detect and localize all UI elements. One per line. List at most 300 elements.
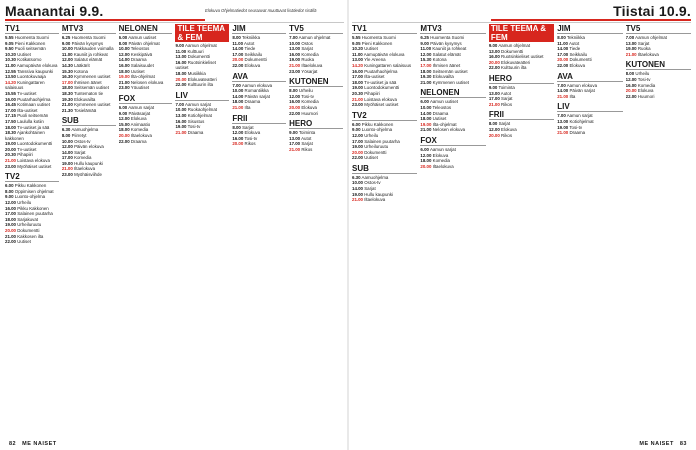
- editorial-note: Elokuva Ohjelmatiedot seuraavat muuttuvat lisätiedot sisällä: [205, 8, 317, 13]
- program-time: 11.00: [557, 40, 568, 46]
- channel-title: LIV: [175, 91, 229, 101]
- channel-title: JIM: [232, 24, 286, 34]
- program-name: Salatut elämät: [432, 51, 461, 57]
- program-time: 17.00: [352, 138, 363, 144]
- program-name: Tv-uutiset: [17, 90, 37, 96]
- program-time: 9.00: [352, 127, 361, 133]
- program-name: Musiikkia: [187, 70, 206, 76]
- program-time: 10.00: [420, 104, 432, 110]
- program-listing: [119, 139, 173, 145]
- program-name: Elokuva: [569, 62, 586, 68]
- program-time: 13.00: [175, 112, 187, 118]
- program-name: Kulttuurin ilta: [187, 82, 214, 88]
- program-time: 17.50: [5, 118, 16, 124]
- program-name: Ajankohtainen kakkonen: [5, 130, 45, 141]
- page-number: 83: [679, 441, 687, 447]
- program-time: 20.00: [5, 146, 16, 152]
- program-name: Kulttuuri: [187, 48, 204, 54]
- program-time: 22.00: [352, 155, 363, 161]
- program-name: Seikkailu: [569, 51, 588, 57]
- program-time: 16.00: [625, 82, 637, 88]
- program-time: 21.00: [557, 130, 569, 136]
- program-time: 17.00: [5, 211, 16, 217]
- program-time: 21.00: [488, 101, 500, 107]
- program-name: Iltaelokuva: [432, 163, 454, 169]
- program-time: 8.00: [61, 132, 71, 138]
- program-listing: [62, 108, 116, 114]
- program-time: 19.30: [420, 74, 432, 80]
- program-listing: [232, 63, 286, 69]
- schedule-column: [119, 24, 173, 434]
- program-time: 20.00: [352, 149, 363, 155]
- program-time: 21.00: [289, 62, 301, 68]
- program-name: Seikkailu: [244, 51, 263, 57]
- left-page-header: [5, 0, 344, 23]
- program-time: 8.00: [232, 35, 241, 40]
- program-name: Salainen puutarha: [364, 138, 400, 144]
- program-name: Nelosen elokuva: [130, 79, 164, 85]
- program-name: Iltaelokuva: [130, 132, 152, 138]
- program-name: Päivän kysymys: [71, 40, 104, 46]
- program-time: 18.00: [352, 79, 363, 85]
- program-name: Kauniit ja rohkeat: [73, 51, 108, 57]
- program-name: Sarjat: [74, 149, 86, 155]
- program-name: Pihapiiri: [364, 90, 380, 96]
- program-time: 9.00: [118, 110, 128, 116]
- channel-title: FRII: [232, 114, 286, 124]
- program-time: 10.00: [61, 138, 73, 144]
- program-name: Kotona: [74, 68, 88, 74]
- program-name: Puoli seitsemän: [17, 113, 49, 119]
- channel-title: NELONEN: [420, 88, 485, 98]
- program-time: 13.00: [557, 118, 569, 124]
- right-page-footer: [639, 441, 691, 447]
- program-name: Toiminta: [498, 84, 515, 90]
- program-time: 22.00: [488, 65, 500, 71]
- program-name: Uutiset: [364, 46, 378, 52]
- schedule-column: [352, 24, 417, 434]
- program-listing: [175, 82, 229, 88]
- program-name: Huomenta Suomi: [71, 35, 106, 40]
- program-time: 8.00: [488, 121, 498, 127]
- program-time: 9.00: [488, 84, 498, 90]
- program-name: Päivän sarjat: [569, 88, 595, 94]
- program-time: 20.00: [175, 76, 187, 82]
- program-listing: [289, 147, 343, 153]
- program-name: Piirretyt: [71, 132, 87, 138]
- program-name: Sarjat: [301, 141, 313, 147]
- program-name: Ostos-tv: [74, 138, 91, 144]
- program-time: 8.00: [118, 40, 128, 46]
- program-time: 10.00: [175, 107, 187, 113]
- program-name: Sarjat: [501, 96, 513, 102]
- program-name: Kakkosen ilta: [17, 233, 44, 239]
- program-time: 21.00: [420, 79, 432, 85]
- program-name: Laululla kotiin: [17, 118, 44, 124]
- program-name: Tiede: [569, 46, 581, 52]
- program-name: Pihapiiri: [17, 152, 33, 158]
- program-name: Draama: [130, 138, 147, 144]
- program-time: 10.20: [5, 51, 16, 57]
- program-listing: [420, 80, 485, 86]
- program-name: Aamun sarjat: [185, 101, 211, 107]
- program-name: Hullu kaupunki: [364, 191, 394, 197]
- program-name: Rikos: [501, 101, 513, 107]
- schedule-column: [626, 24, 691, 434]
- program-time: 23.00: [352, 102, 363, 108]
- program-time: 16.45: [5, 102, 16, 108]
- program-time: 8.00: [625, 71, 635, 77]
- program-time: 16.00: [488, 54, 500, 60]
- program-name: Ruokaohjelmat: [187, 107, 218, 113]
- program-name: Kotiohjelmat: [569, 118, 594, 124]
- program-time: 12.00: [61, 57, 73, 63]
- program-listing: [557, 94, 622, 100]
- program-name: Sarjat: [498, 121, 511, 127]
- channel-title: SUB: [352, 164, 417, 174]
- program-time: 6.00: [420, 99, 429, 105]
- program-name: Ilta-uutiset: [364, 74, 385, 80]
- program-name: Aamuohjelma: [71, 127, 99, 133]
- program-time: 19.00: [5, 222, 16, 228]
- channel-block: [420, 24, 485, 85]
- program-time: 17.00: [352, 74, 363, 80]
- program-name: Tosi-tv: [569, 124, 583, 130]
- program-time: 15.30: [420, 57, 432, 63]
- program-time: 10.00: [352, 180, 363, 186]
- program-name: Loistava elokuva: [17, 158, 50, 164]
- program-name: Päivän kysymys: [430, 40, 462, 46]
- program-time: 12.00: [118, 116, 130, 122]
- program-time: 7.00: [625, 35, 635, 40]
- channel-block: [289, 24, 343, 74]
- program-name: Huumori: [637, 93, 655, 99]
- program-time: 20.00: [118, 132, 130, 138]
- program-name: Keskipäivä: [130, 51, 153, 57]
- program-name: Huumori: [301, 110, 318, 116]
- program-time: 13.00: [352, 57, 363, 63]
- program-name: Iltaelokuva: [364, 197, 386, 203]
- program-name: Elokuva: [501, 126, 517, 132]
- program-time: 19.00: [289, 57, 301, 63]
- program-time: 6.25: [420, 35, 429, 40]
- program-time: 6.30: [61, 127, 71, 133]
- program-time: 11.00: [352, 51, 363, 57]
- channel-title: AVA: [557, 72, 622, 82]
- program-time: 20.00: [625, 88, 637, 94]
- program-name: Draama: [187, 129, 204, 135]
- program-name: Kymmenen uutiset: [74, 74, 111, 80]
- channel-title: KUTONEN: [626, 60, 691, 70]
- program-name: Aamun sarjat: [128, 104, 155, 110]
- program-time: 19.00: [352, 144, 363, 150]
- program-time: 17.00: [420, 62, 432, 68]
- program-time: 18.00: [5, 216, 16, 222]
- program-name: Kotona: [432, 57, 447, 63]
- program-name: Ilta: [569, 93, 576, 99]
- program-time: 9.00: [5, 194, 14, 200]
- program-name: Tosi-tv: [187, 124, 201, 130]
- program-time: 10.00: [289, 40, 301, 46]
- program-name: Pikku Kakkonen: [17, 205, 49, 211]
- program-name: Autot: [244, 40, 255, 46]
- program-time: 11.00: [5, 62, 16, 68]
- program-listing: [489, 65, 554, 71]
- program-time: 20.00: [488, 59, 500, 65]
- program-name: Ruotsinkieliset uutiset: [175, 59, 217, 71]
- program-time: 16.00: [352, 68, 363, 74]
- program-name: Draama: [569, 130, 586, 136]
- program-time: 10.00: [232, 88, 244, 94]
- program-time: 9.00: [420, 40, 429, 46]
- channel-block: [420, 88, 485, 133]
- program-name: Salaisuudet: [130, 62, 154, 68]
- program-time: 12.00: [352, 132, 363, 138]
- program-time: 8.00: [232, 124, 241, 130]
- program-time: 16.00: [118, 62, 130, 68]
- program-name: Tv-uutiset ja sää: [364, 79, 397, 85]
- program-name: Pieni Kakkonen: [361, 40, 393, 46]
- program-time: 12.00: [488, 126, 500, 132]
- program-time: 20.00: [5, 228, 16, 233]
- program-time: 16.00: [289, 99, 301, 105]
- program-time: 5.55: [5, 35, 14, 40]
- program-name: Aamun ohjelmat: [185, 43, 217, 48]
- program-name: Tekniikka: [242, 35, 261, 40]
- program-time: 9.05: [352, 40, 361, 46]
- channel-block: [557, 24, 622, 69]
- program-name: Kulttuurin ilta: [501, 65, 527, 71]
- program-listing: [62, 172, 116, 178]
- program-time: 6.30: [352, 174, 361, 180]
- program-name: Aamun ohjelmat: [635, 35, 667, 40]
- program-name: Aamun sarjat: [566, 113, 593, 119]
- program-time: 22.00: [118, 138, 130, 144]
- program-name: Ilta-ohjelmat: [130, 74, 155, 80]
- program-time: 14.00: [61, 149, 73, 155]
- program-time: 19.00: [61, 160, 73, 166]
- program-time: 20.00: [420, 163, 432, 169]
- channel-block: [626, 24, 691, 57]
- program-name: Dokumentti: [244, 57, 267, 63]
- program-time: 20.00: [232, 141, 244, 147]
- program-listing: [352, 155, 417, 161]
- program-name: Kauniit ja rohkeat: [432, 46, 467, 52]
- program-time: 11.00: [232, 40, 244, 46]
- program-name: Aamupäivän elokuva: [16, 62, 58, 68]
- program-time: 16.00: [5, 96, 16, 102]
- program-time: 12.00: [118, 51, 130, 57]
- program-time: 13.00: [625, 40, 637, 46]
- program-time: 17.00: [289, 141, 301, 147]
- schedule-column: [289, 24, 343, 434]
- program-time: 21.00: [232, 104, 244, 110]
- channel-block: [489, 74, 554, 107]
- channel-title: FOX: [119, 94, 173, 104]
- program-time: 21.00: [175, 129, 187, 135]
- program-time: 14.00: [557, 46, 569, 52]
- channel-title: AVA: [232, 72, 286, 82]
- program-name: Huomenta Suomi: [361, 35, 396, 40]
- schedule-column: [175, 24, 229, 434]
- channel-title: SUB: [62, 116, 116, 126]
- program-time: 21.00: [625, 51, 637, 57]
- channel-block: [557, 72, 622, 100]
- channel-block: [119, 24, 173, 91]
- program-time: 12.00: [420, 152, 432, 158]
- program-name: Kuningattaren salaisuus: [364, 62, 412, 68]
- channel-block: [626, 60, 691, 99]
- program-time: 7.00: [175, 101, 185, 107]
- channel-block: [352, 24, 417, 108]
- program-time: 10.30: [5, 57, 16, 63]
- channel-block: [175, 91, 229, 136]
- program-name: Aamun elokuva: [241, 82, 273, 88]
- program-name: Sarjat: [242, 124, 254, 130]
- program-name: Dokumentti: [364, 149, 387, 155]
- program-time: 13.00: [488, 48, 500, 54]
- program-time: 12.00: [625, 76, 637, 82]
- program-time: 20.00: [557, 57, 569, 63]
- program-listing: [5, 130, 59, 141]
- program-name: Elokuvailta: [432, 74, 454, 80]
- program-name: Tosielämää: [73, 107, 97, 113]
- program-name: Urheilu: [298, 88, 313, 94]
- schedule-column: [62, 24, 116, 434]
- right-page: [348, 0, 696, 450]
- program-time: 21.00: [352, 96, 363, 102]
- program-name: Huomenta Suomi: [430, 35, 465, 40]
- program-time: 19.00: [118, 74, 130, 80]
- program-time: 21.00: [557, 93, 569, 99]
- program-time: 21.00: [289, 146, 301, 152]
- program-name: Sarjakuvat: [17, 216, 38, 222]
- program-name: Uutiset: [364, 155, 378, 161]
- program-listing: [420, 164, 485, 170]
- program-name: Tuntematon tie: [73, 90, 104, 96]
- right-schedule-columns: [352, 24, 691, 434]
- program-name: Draama: [432, 110, 449, 116]
- program-name: Urheiluruutu: [364, 144, 389, 150]
- program-name: Sisustus: [187, 118, 205, 124]
- program-name: Uutiset: [17, 239, 31, 245]
- program-name: Komedia: [301, 99, 319, 105]
- program-name: Ilta-uutiset: [17, 107, 38, 113]
- program-name: Elokuva: [301, 104, 317, 110]
- program-time: 17.00: [557, 51, 569, 57]
- program-time: 19.00: [175, 124, 187, 130]
- program-name: Luontodokumentti: [364, 85, 400, 91]
- program-name: Ihmisen äänet: [432, 62, 461, 68]
- program-name: Ostos: [301, 40, 313, 46]
- right-page-header: [352, 0, 691, 23]
- program-time: 20.00: [289, 104, 301, 110]
- program-name: Päivän ohjelmat: [128, 40, 160, 46]
- program-name: Urheilu: [17, 200, 32, 206]
- channel-block: [289, 119, 343, 152]
- program-time: 6.00: [352, 121, 361, 127]
- magazine-name: ME NAISET: [639, 441, 674, 447]
- program-name: Rikos: [301, 146, 313, 152]
- program-time: 13.00: [289, 46, 301, 52]
- program-time: 12.00: [289, 93, 301, 99]
- program-time: 22.00: [232, 62, 244, 68]
- program-name: Tekniikka: [566, 35, 585, 40]
- schedule-column: [232, 24, 286, 434]
- program-name: Yösarjat: [301, 68, 318, 74]
- program-name: Aamun ohjelmat: [498, 43, 531, 48]
- program-time: 8.00: [289, 88, 298, 94]
- header-accent-bar: [5, 19, 205, 21]
- program-name: Yle Areena: [364, 57, 386, 63]
- program-name: Puoli seitsemän: [14, 46, 46, 52]
- channel-title: TV2: [5, 172, 59, 182]
- channel-block: [352, 111, 417, 161]
- program-name: Päivän sarjat: [244, 93, 270, 99]
- program-time: 14.00: [420, 110, 432, 116]
- program-time: 22.00: [5, 239, 16, 245]
- program-listing: [352, 197, 417, 203]
- program-name: Aamupäivän elokuva: [363, 51, 405, 57]
- program-time: 12.00: [5, 200, 16, 206]
- channel-title: LIV: [557, 102, 622, 112]
- channel-title: TILE TEEMA & FEM: [175, 24, 229, 42]
- program-name: Elokuvailta: [74, 96, 96, 102]
- program-name: Päiväsarjat: [128, 110, 151, 116]
- program-time: 22.00: [557, 62, 569, 68]
- program-time: 8.00: [5, 188, 14, 194]
- program-listing: [119, 85, 173, 91]
- program-time: 9.50: [5, 46, 14, 52]
- program-name: Draama: [244, 99, 261, 105]
- program-name: Teleostos: [432, 104, 452, 110]
- program-time: 14.30: [61, 62, 73, 68]
- channel-title: TV5: [289, 24, 343, 34]
- program-time: 22.00: [175, 82, 187, 88]
- program-time: 14.00: [557, 88, 569, 94]
- program-time: 6.00: [118, 35, 128, 40]
- program-name: Rikos: [501, 132, 513, 138]
- program-name: Pieni Kakkonen: [14, 40, 46, 46]
- program-time: 11.00: [175, 48, 187, 54]
- program-listing: [557, 63, 622, 69]
- program-time: 18.00: [420, 158, 432, 164]
- program-time: 20.30: [352, 90, 363, 96]
- channel-title: TV5: [626, 24, 691, 34]
- program-time: 14.00: [352, 186, 363, 192]
- program-name: Urheilu: [635, 71, 650, 77]
- program-name: Loistava elokuva: [364, 96, 397, 102]
- program-name: Elokuva: [637, 88, 654, 94]
- program-time: 12.00: [420, 51, 432, 57]
- program-name: Ostos-tv: [364, 180, 381, 186]
- program-name: Elokuva: [244, 62, 261, 68]
- page-day-title: Tiistai 10.9.: [613, 3, 691, 19]
- program-time: 13.00: [289, 135, 301, 141]
- program-name: Puutarhaohjelma: [364, 68, 398, 74]
- program-time: 16.30: [61, 74, 73, 80]
- channel-block: [232, 72, 286, 111]
- channel-block: [62, 24, 116, 113]
- schedule-column: [489, 24, 554, 434]
- channel-title: KUTONEN: [289, 77, 343, 87]
- program-time: 14.20: [5, 79, 16, 85]
- program-name: Luontokuvaaja: [17, 74, 46, 80]
- program-name: Nelosen elokuva: [432, 127, 466, 133]
- program-name: Dokumentti: [569, 57, 592, 63]
- program-time: 15.00: [118, 121, 130, 127]
- program-name: Elokuva: [244, 130, 261, 136]
